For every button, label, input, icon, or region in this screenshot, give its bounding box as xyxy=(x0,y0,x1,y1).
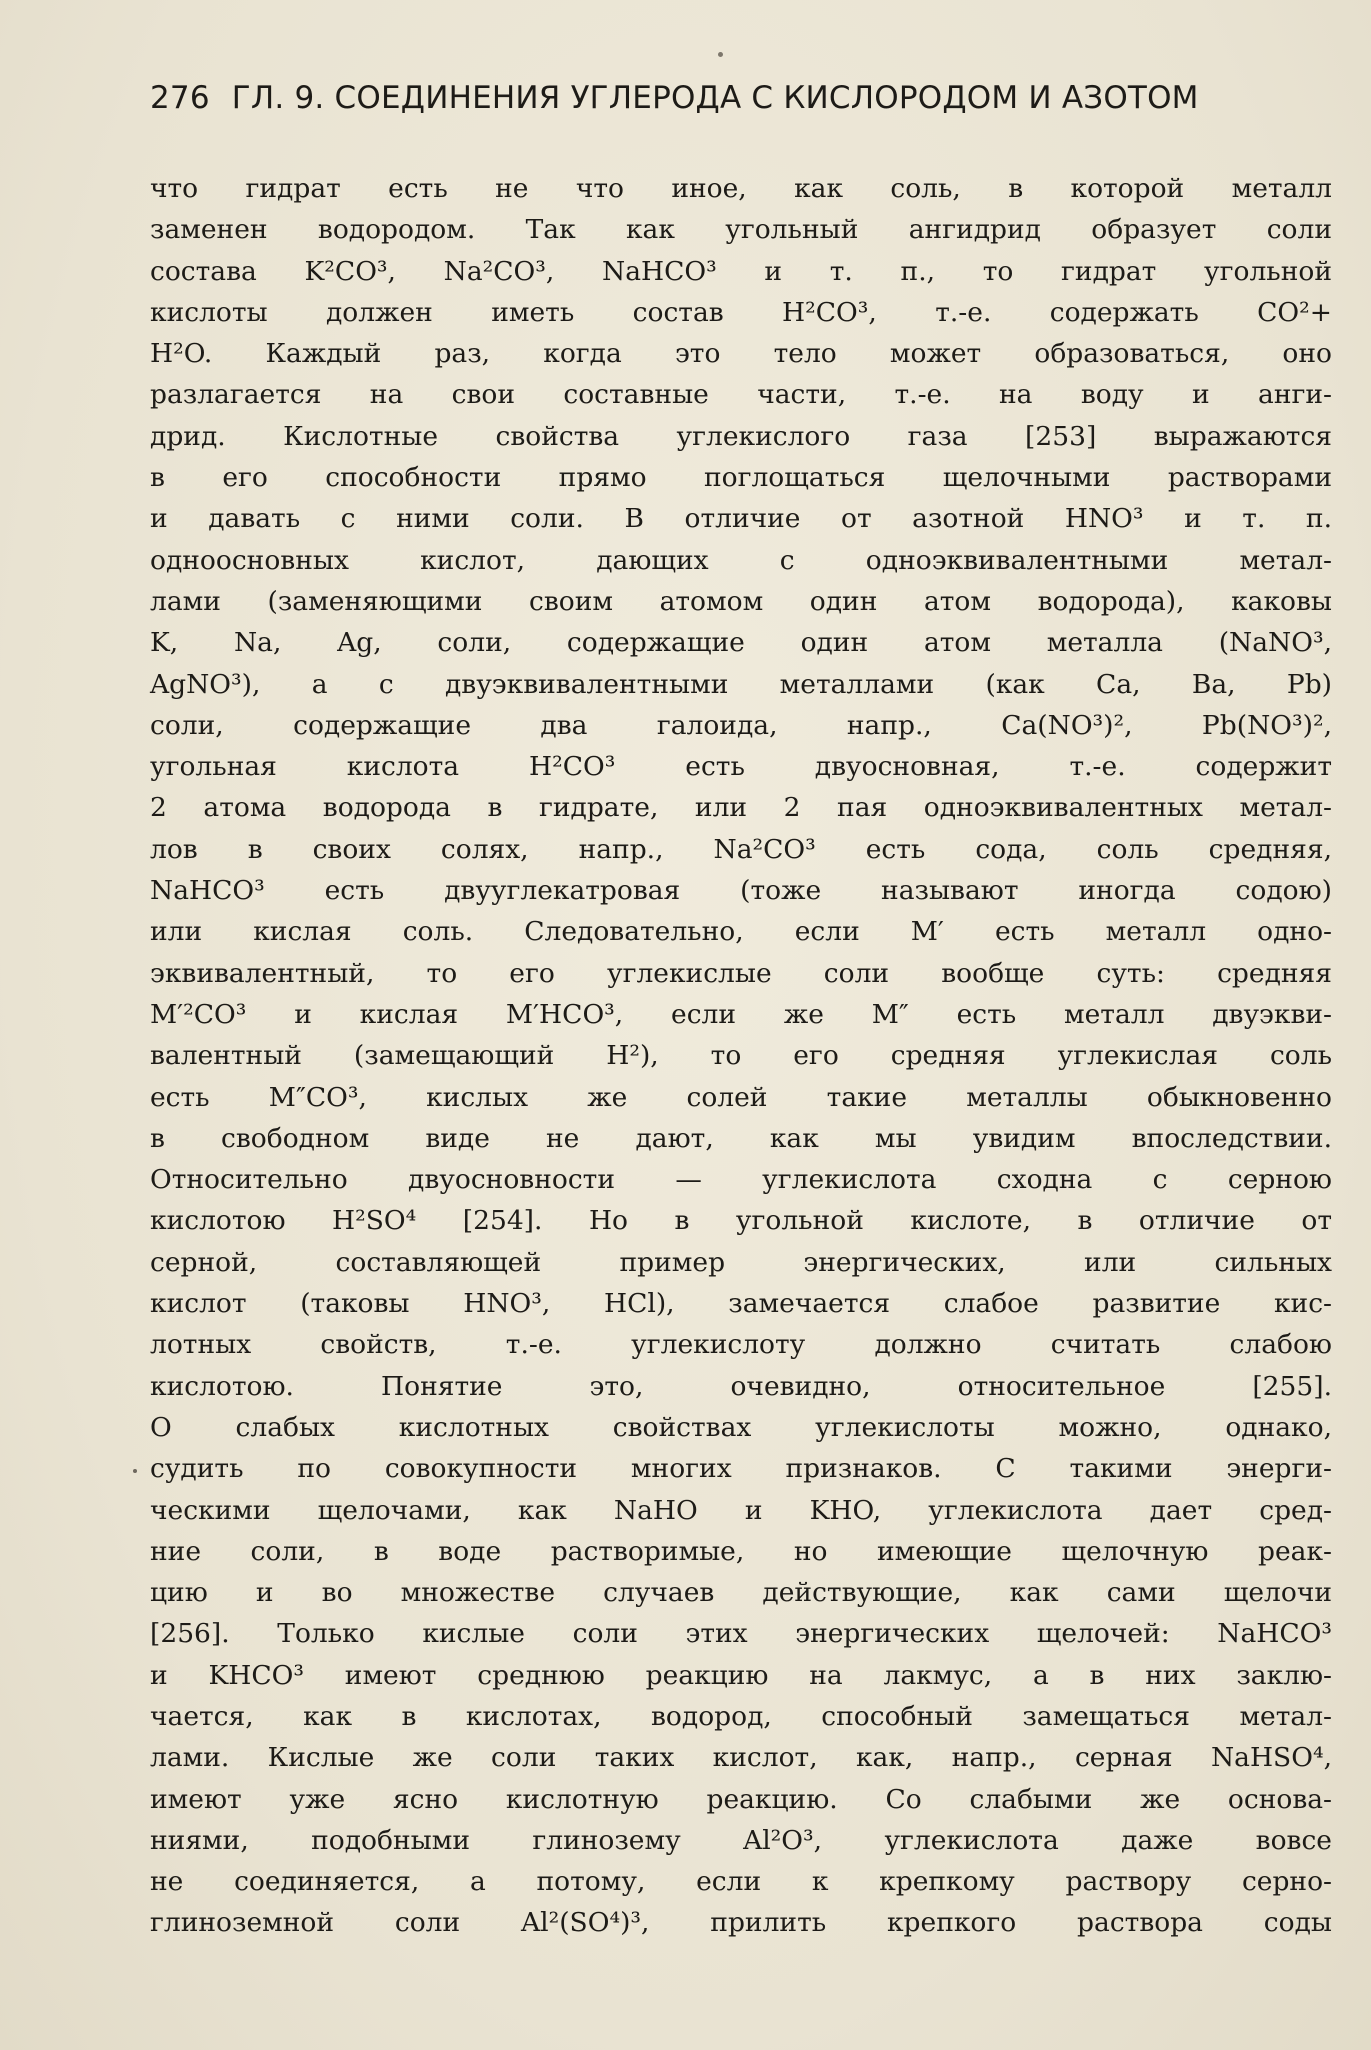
text-line: и KHCO³ имеют среднюю реакцию на лакмус, а в них заклю- xyxy=(150,1659,1332,1691)
text-line: ческими щелочами, как NaHO и KHO, углекислота дает сред- xyxy=(150,1494,1332,1526)
text-line: лами. Кислые же соли таких кислот, как, напр., серная NaHSO⁴, xyxy=(150,1742,1332,1774)
text-line: есть M″CO³, кислых же солей такие металлы обыкновенно xyxy=(150,1081,1332,1113)
text-line: NaHCO³ есть двууглекатровая (тоже называют иногда содою) xyxy=(150,875,1332,907)
text-line: лотных свойств, т.-е. углекислоту должно считать слабою xyxy=(150,1329,1332,1361)
text-line: ниями, подобными глинозему Al²O³, углекислота даже вовсе xyxy=(150,1824,1332,1856)
text-line: ние соли, в воде растворимые, но имеющие щелочную реак- xyxy=(150,1535,1332,1567)
running-head: ГЛ. 9. СОЕДИНЕНИЯ УГЛЕРОДА С КИСЛОРОДОМ И АЗОТОМ xyxy=(231,80,1199,116)
print-speck xyxy=(718,52,723,57)
page-number: 276 xyxy=(150,80,210,116)
text-line: или кислая соль. Следовательно, если M′ есть металл одно- xyxy=(150,916,1332,948)
text-line: соли, содержащие два галоида, напр., Ca(NO³)², Pb(NO³)², xyxy=(150,709,1332,741)
text-line: лов в своих солях, напр., Na²CO³ есть сода, соль средняя, xyxy=(150,833,1332,865)
text-line: угольная кислота H²CO³ есть двуосновная, т.-е. содержит xyxy=(150,751,1332,783)
text-line: и давать с ними соли. В отличие от азотной HNO³ и т. п. xyxy=(150,503,1332,535)
text-line: кислотою H²SO⁴ [254]. Но в угольной кислоте, в отличие от xyxy=(150,1205,1332,1237)
text-line: Относительно двуосновности — углекислота сходна с серною xyxy=(150,1164,1332,1196)
text-line: не соединяется, а потому, если к крепкому раствору серно- xyxy=(150,1866,1332,1898)
text-line: [256]. Только кислые соли этих энергических щелочей: NaHCO³ xyxy=(150,1618,1332,1650)
text-line: цию и во множестве случаев действующие, как сами щелочи xyxy=(150,1577,1332,1609)
text-line: в его способности прямо поглощаться щелочными растворами xyxy=(150,462,1332,494)
text-line: состава K²CO³, Na²CO³, NaHCO³ и т. п., то гидрат угольной xyxy=(150,255,1332,287)
text-line: имеют уже ясно кислотную реакцию. Со слабыми же основа- xyxy=(150,1783,1332,1815)
text-line: 2 атома водорода в гидрате, или 2 пая одноэквивалентных метал- xyxy=(150,792,1332,824)
page-header xyxy=(150,80,1332,124)
text-line: валентный (замещающий H²), то его средняя углекислая соль xyxy=(150,1040,1332,1072)
text-line: M′²CO³ и кислая M′HCO³, если же M″ есть металл двуэкви- xyxy=(150,998,1332,1030)
text-line: K, Na, Ag, соли, содержащие один атом металла (NaNO³, xyxy=(150,627,1332,659)
text-line: в свободном виде не дают, как мы увидим впоследствии. xyxy=(150,1122,1332,1154)
text-line: дрид. Кислотные свойства углекислого газа [253] выражаются xyxy=(150,420,1332,452)
text-line: эквивалентный, то его углекислые соли вообще суть: средняя xyxy=(150,957,1332,989)
text-line: О слабых кислотных свойствах углекислоты можно, однако, xyxy=(150,1411,1332,1443)
text-line: серной, составляющей пример энергических, или сильных xyxy=(150,1246,1332,1278)
print-speck xyxy=(133,1469,137,1473)
text-line: одноосновных кислот, дающих с одноэквивалентными метал- xyxy=(150,544,1332,576)
text-line: H²O. Каждый раз, когда это тело может образоваться, оно xyxy=(150,338,1332,370)
text-line: кислоты должен иметь состав H²CO³, т.-е. содержать CO²+ xyxy=(150,296,1332,328)
text-line: разлагается на свои составные части, т.-е. на воду и анги- xyxy=(150,379,1332,411)
text-line: лами (заменяющими своим атомом один атом водорода), каковы xyxy=(150,585,1332,617)
text-line: глиноземной соли Al²(SO⁴)³, прилить крепкого раствора соды xyxy=(150,1907,1332,1939)
body-text xyxy=(150,168,1332,1948)
text-line: заменен водородом. Так как угольный ангидрид образует соли xyxy=(150,214,1332,246)
text-line: кислотою. Понятие это, очевидно, относительное [255]. xyxy=(150,1370,1332,1402)
text-line: что гидрат есть не что иное, как соль, в которой металл xyxy=(150,173,1332,204)
text-line: кислот (таковы HNO³, HCl), замечается слабое развитие кис- xyxy=(150,1288,1332,1320)
text-line: судить по совокупности многих признаков. С такими энерги- xyxy=(150,1453,1332,1485)
text-line: AgNO³), а с двуэквивалентными металлами (как Ca, Ba, Pb) xyxy=(150,668,1332,700)
text-line: чается, как в кислотах, водород, способный замещаться метал- xyxy=(150,1700,1332,1732)
